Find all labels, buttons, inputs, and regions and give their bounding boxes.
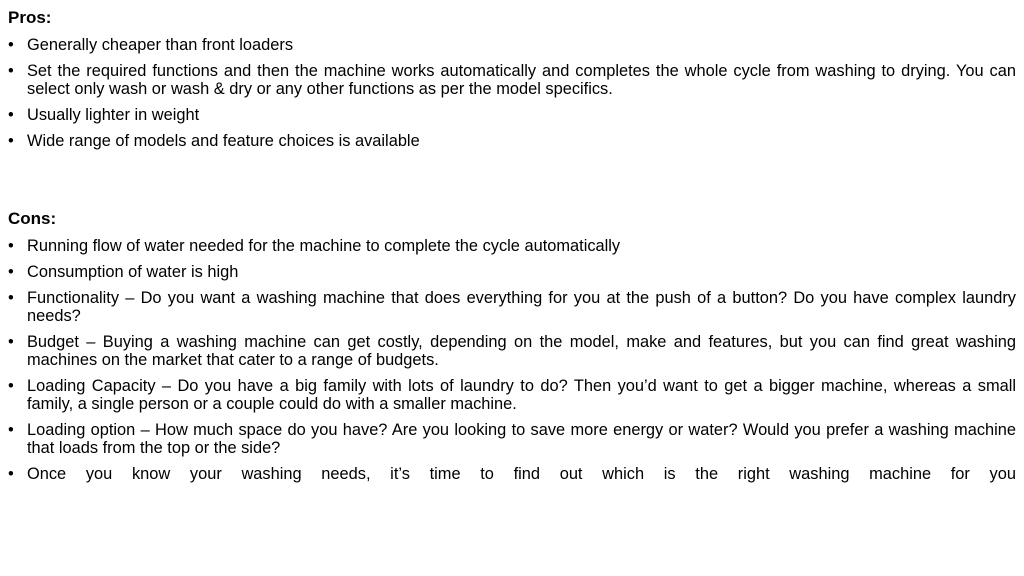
pros-item-1 [8,36,1016,54]
pros-item-text: Generally cheaper than front loaders [27,36,294,54]
cons-section [8,209,1016,483]
cons-item-3 [8,289,1016,325]
pros-list [8,36,1016,150]
bullet-icon: • [8,377,14,395]
bullet-icon: • [8,465,14,483]
pros-item-3 [8,106,1016,124]
cons-item-text: Functionality – Do you want a washing machine that does everything for you at the push of a button? Do you have complex laundry needs? [27,289,1016,325]
bullet-icon: • [8,62,14,80]
bullet-icon: • [8,237,14,255]
cons-item-5 [8,377,1016,413]
pros-item-4 [8,132,1016,150]
bullet-icon: • [8,421,14,439]
cons-item-text: Budget – Buying a washing machine can get costly, depending on the model, make and features, but you can find great washing machines on the market that cater to a range of budgets. [27,333,1016,369]
cons-list [8,237,1016,483]
bullet-icon: • [8,36,14,54]
cons-item-7 [8,465,1016,483]
pros-item-text: Set the required functions and then the machine works automatically and completes the whole cycle from washing to drying. You can select only wash or wash & dry or any other functions as per the model specifics. [27,62,1016,98]
pros-item-text: Usually lighter in weight [27,106,200,124]
bullet-icon: • [8,333,14,351]
cons-item-text: Consumption of water is high [27,263,239,281]
cons-item-text: Loading Capacity – Do you have a big family with lots of laundry to do? Then you’d want to get a bigger machine, whereas a small family, a single person or a couple could do with a smaller machine. [27,377,1016,413]
pros-section [8,8,1016,150]
cons-heading: Cons: [8,209,57,228]
cons-item-text: Once you know your washing needs, it’s time to find out which is the right washing machine for you [27,465,1016,483]
cons-item-2 [8,263,1016,281]
pros-item-2 [8,62,1016,98]
cons-item-6 [8,421,1016,457]
cons-item-text: Loading option – How much space do you have? Are you looking to save more energy or water? Would you prefer a washing machine that loads from the top or the side? [27,421,1016,457]
bullet-icon: • [8,106,14,124]
pros-heading: Pros: [8,8,52,27]
cons-item-4 [8,333,1016,369]
bullet-icon: • [8,132,14,150]
bullet-icon: • [8,289,14,307]
cons-item-text: Running flow of water needed for the machine to complete the cycle automatically [27,237,621,255]
bullet-icon: • [8,263,14,281]
cons-item-1 [8,237,1016,255]
slide-content [8,8,1016,483]
pros-item-text: Wide range of models and feature choices is available [27,132,420,150]
